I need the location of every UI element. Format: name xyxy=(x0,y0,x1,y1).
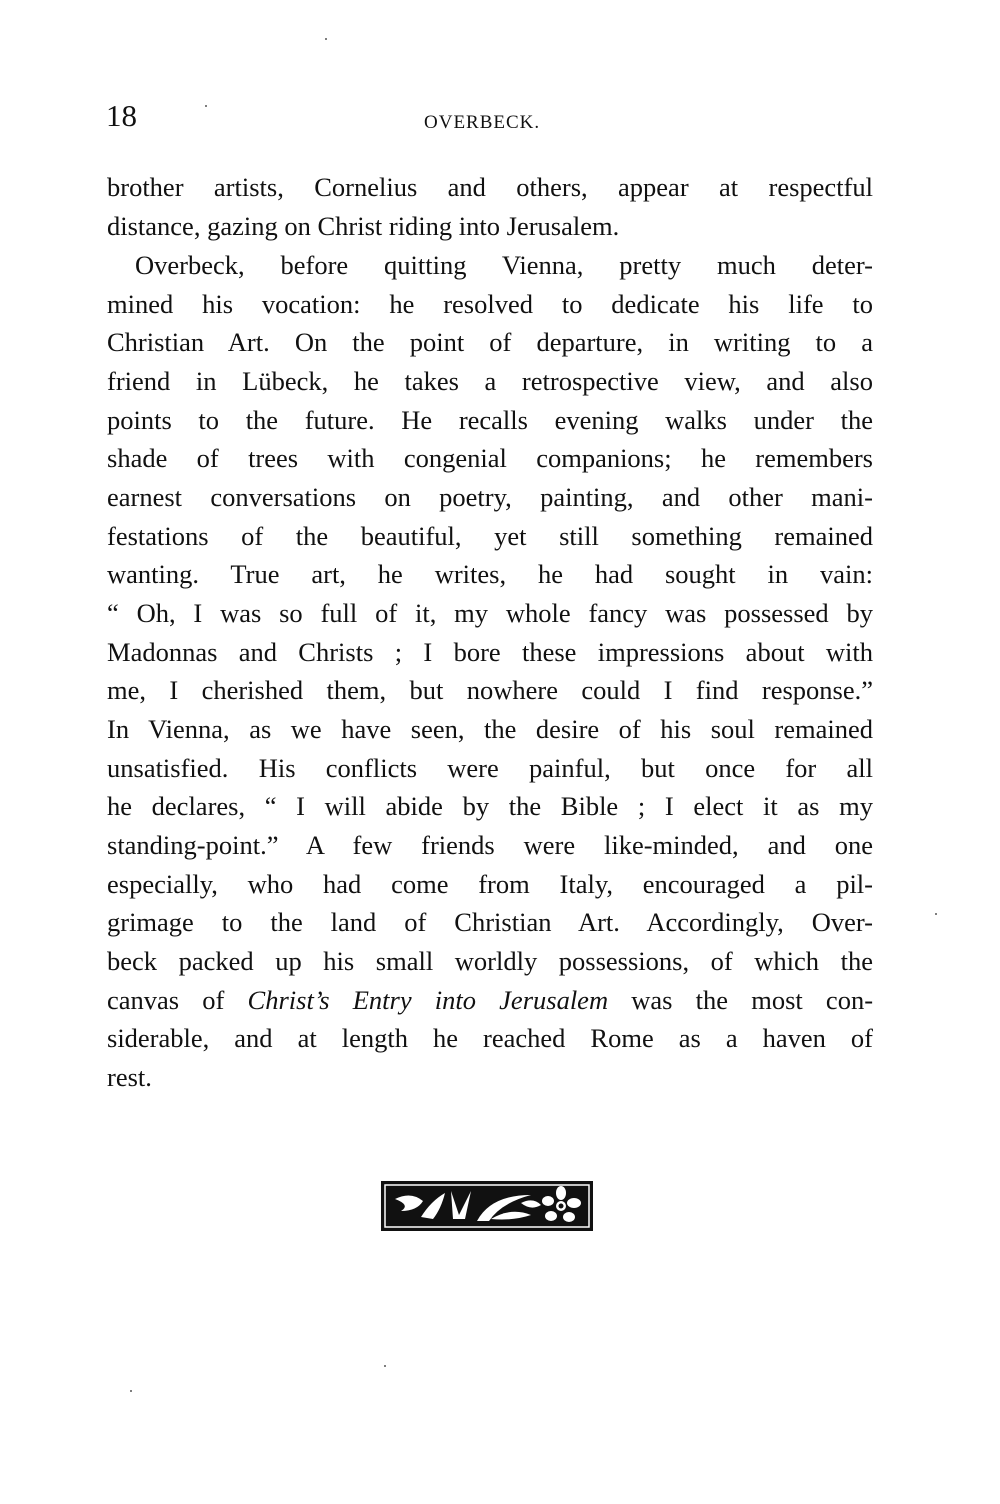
text-line: he declares, “ I will abide by the Bible ; I elect it as my xyxy=(107,791,873,821)
text-line: festations of the beautiful, yet still something remained xyxy=(107,521,873,551)
text-line: siderable, and at length he reached Rome as a haven of xyxy=(107,1023,873,1053)
text-line: Christian Art. On the point of departure, in writing to a xyxy=(107,327,873,357)
text-line: friend in Lübeck, he takes a retrospective view, and also xyxy=(107,366,873,396)
scan-speck xyxy=(935,913,937,915)
text-line: especially, who had come from Italy, encouraged a pil- xyxy=(107,869,873,899)
text-line: points to the future. He recalls evening walks under the xyxy=(107,405,873,435)
text-line: mined his vocation: he resolved to dedicate his life to xyxy=(107,289,873,319)
scan-speck xyxy=(384,1365,386,1367)
scan-speck xyxy=(205,105,207,107)
running-title: OVERBECK. xyxy=(424,112,541,133)
text-line: distance, gazing on Christ riding into Jerusalem. xyxy=(107,211,620,241)
text-line: Madonnas and Christs ; I bore these impressions about with xyxy=(107,637,873,667)
text-line: rest. xyxy=(107,1062,152,1092)
text-line: beck packed up his small worldly possessions, of which the xyxy=(107,946,873,976)
text-line: unsatisfied. His conflicts were painful, but once for all xyxy=(107,753,873,783)
scan-speck xyxy=(130,1390,132,1392)
text-line: grimage to the land of Christian Art. Accordingly, Over- xyxy=(107,907,873,937)
text-line: standing-point.” A few friends were like-minded, and one xyxy=(107,830,873,860)
text-line: brother artists, Cornelius and others, appear at respectful xyxy=(107,172,873,202)
floral-ornament-icon xyxy=(381,1181,593,1231)
text-line: In Vienna, as we have seen, the desire of his soul remained xyxy=(107,714,873,744)
text-line: Overbeck, before quitting Vienna, pretty much deter- xyxy=(135,250,873,280)
text-line: wanting. True art, he writes, he had sought in vain: xyxy=(107,559,873,589)
italic-title: Christ’s Entry into Jerusalem xyxy=(247,985,609,1015)
text-line: earnest conversations on poetry, painting, and other mani- xyxy=(107,482,873,512)
scan-speck xyxy=(325,38,327,40)
text-line: me, I cherished them, but nowhere could I find response.” xyxy=(107,675,873,705)
text-line: canvas of Christ’s Entry into Jerusalem was the most con- xyxy=(107,985,874,1015)
text-line: shade of trees with congenial companions; he remembers xyxy=(107,443,873,473)
text-line: “ Oh, I was so full of it, my whole fancy was possessed by xyxy=(107,598,873,628)
page-number: 18 xyxy=(106,98,137,133)
